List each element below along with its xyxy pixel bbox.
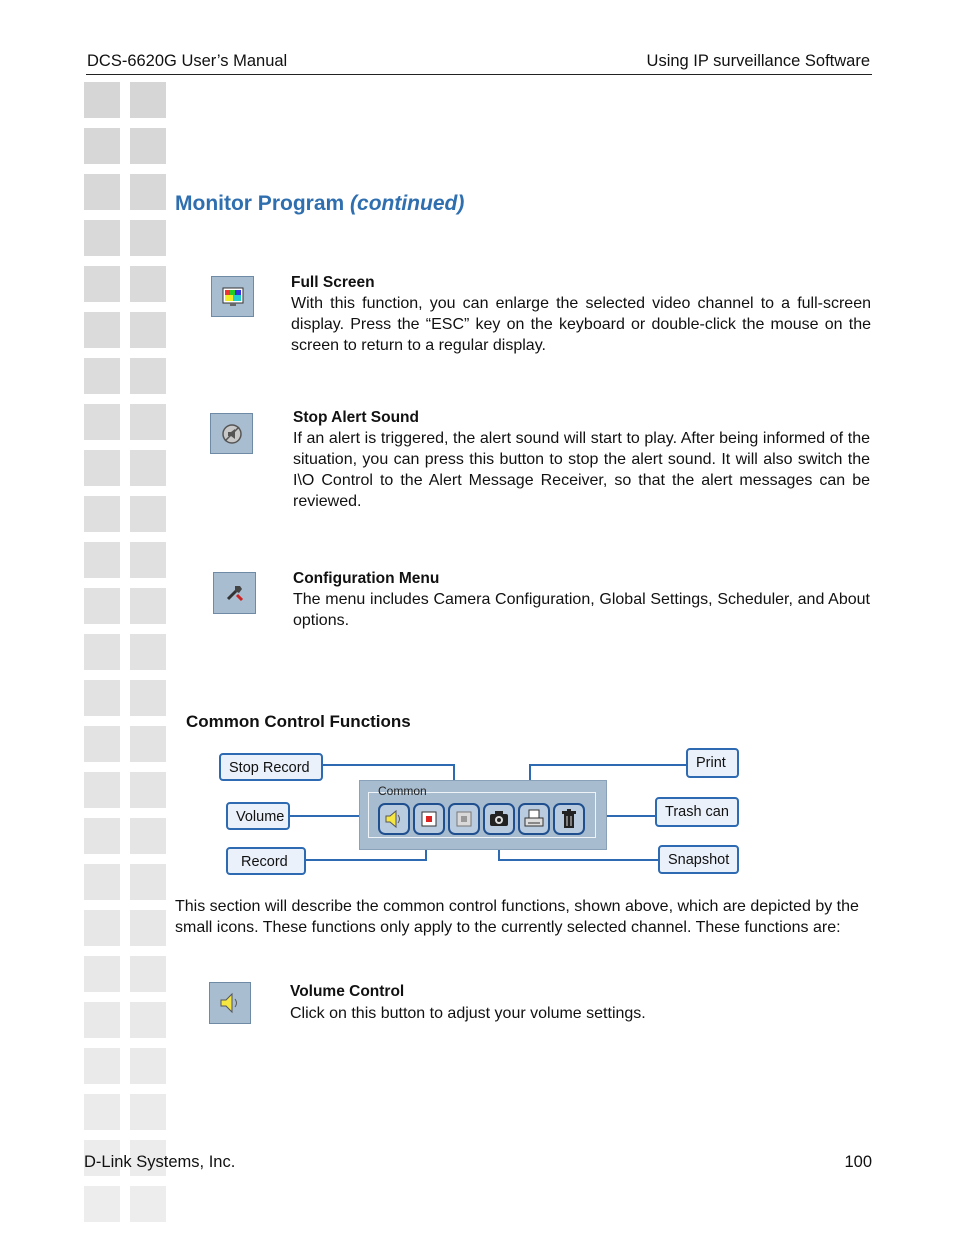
volume-control-heading: Volume Control [290, 983, 405, 1000]
volume-control-icon [209, 982, 251, 1024]
full-screen-body: With this function, you can enlarge the selected video channel to a full-screen display. Press the “ESC” key on the keyboard or double-click the mouse on the screen to return to a regular display. [291, 295, 871, 354]
volume-icon[interactable] [378, 803, 410, 835]
common-control-description: This section will describe the common control functions, shown above, which are depicted by the small icons. These functions only apply to the currently selected channel. These functions are: [175, 898, 859, 936]
volume-callout: Volume [226, 802, 290, 830]
stop-alert-sound-body: If an alert is triggered, the alert sound will start to play. After being informed of the situation, you can press this button to stop the alert sound. It will also switch the I\O Control to the Alert Message Receiver, so that the alert messages can be reviewed. [293, 430, 870, 510]
trash-can-icon[interactable] [553, 803, 585, 835]
record-icon[interactable] [413, 803, 445, 835]
header-section-title: Using IP surveillance Software [646, 52, 870, 70]
volume-control-body: Click on this button to adjust your volume settings. [290, 1005, 646, 1022]
footer-company: D-Link Systems, Inc. [84, 1153, 236, 1171]
print-icon[interactable] [518, 803, 550, 835]
record-callout: Record [226, 847, 306, 875]
snapshot-icon[interactable] [483, 803, 515, 835]
configuration-menu-body: The menu includes Camera Configuration, Global Settings, Scheduler, and About options. [293, 591, 870, 629]
stop-record-icon[interactable] [448, 803, 480, 835]
stop-record-callout: Stop Record [219, 753, 323, 781]
header-manual-title: DCS-6620G User’s Manual [87, 52, 288, 70]
common-control-heading: Common Control Functions [186, 712, 411, 731]
full-screen-heading: Full Screen [291, 274, 375, 291]
stop-alert-sound-heading: Stop Alert Sound [293, 409, 419, 426]
title-main: Monitor Program [175, 192, 345, 215]
snapshot-callout: Snapshot [658, 845, 739, 874]
trash-can-callout: Trash can [655, 797, 739, 827]
toolbar-legend: Common [378, 784, 427, 798]
volume-control-description [290, 981, 870, 1024]
print-callout: Print [686, 748, 739, 778]
common-toolbar [359, 780, 607, 850]
page-number: 100 [844, 1153, 872, 1171]
configuration-menu-heading: Configuration Menu [293, 570, 440, 587]
title-continued: (continued) [350, 192, 465, 215]
